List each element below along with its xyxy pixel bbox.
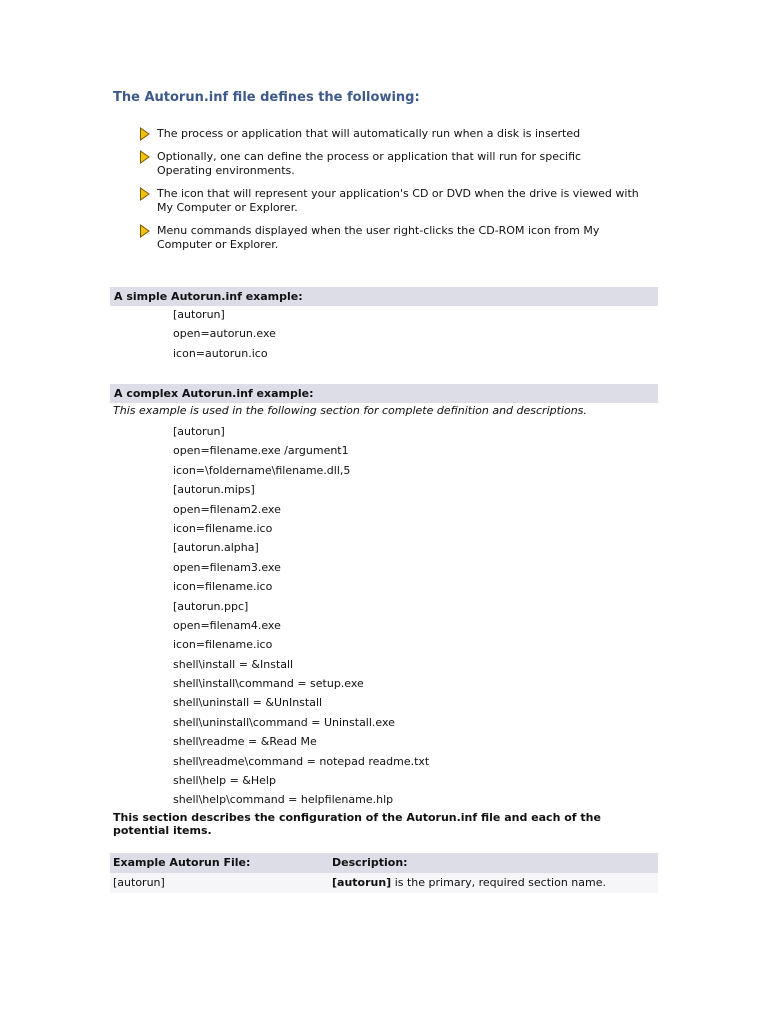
simple-example-header: A simple Autorun.inf example: bbox=[110, 287, 658, 306]
code-line: [autorun.mips] bbox=[173, 483, 255, 497]
section-description: This section describes the configuration of the Autorun.inf file and each of the potential items. bbox=[113, 811, 601, 837]
triangle-bullet-icon bbox=[139, 224, 150, 238]
code-line: icon=filename.ico bbox=[173, 638, 273, 652]
code-line: open=filename.exe /argument1 bbox=[173, 444, 349, 458]
code-line: open=filenam2.exe bbox=[173, 502, 281, 516]
cell-description bbox=[329, 873, 658, 893]
triangle-bullet-icon bbox=[139, 150, 150, 164]
complex-example-note: This example is used in the following section for complete definition and descriptions. bbox=[113, 404, 587, 417]
page-heading: The Autorun.inf file defines the following: bbox=[113, 90, 420, 105]
code-line: [autorun] bbox=[173, 425, 225, 438]
code-line: open=filenam4.exe bbox=[173, 618, 281, 632]
triangle-bullet-icon bbox=[139, 127, 150, 141]
column-header-example: Example Autorun File: bbox=[113, 856, 251, 869]
simple-example-code bbox=[173, 305, 276, 363]
list-item bbox=[139, 150, 639, 178]
code-line: icon=autorun.ico bbox=[173, 346, 268, 360]
list-item-text: The process or application that will automatically run when a disk is inserted bbox=[157, 127, 581, 140]
code-line: [autorun.alpha] bbox=[173, 541, 259, 555]
list-item bbox=[139, 187, 639, 215]
list-item bbox=[139, 224, 639, 252]
code-line: shell\uninstall = &UnInstall bbox=[173, 696, 323, 710]
autorun-table bbox=[110, 853, 658, 893]
list-item bbox=[139, 127, 639, 141]
code-line: shell\readme\command = notepad readme.txt bbox=[173, 754, 430, 768]
cell-example: [autorun] bbox=[113, 876, 165, 889]
code-line: open=autorun.exe bbox=[173, 327, 276, 341]
list-item-text: Menu commands displayed when the user right-clicks the CD-ROM icon from My Computer or Explorer. bbox=[157, 224, 600, 251]
code-line: shell\help = &Help bbox=[173, 774, 276, 788]
code-line: icon=filename.ico bbox=[173, 580, 273, 594]
code-line: shell\readme = &Read Me bbox=[173, 735, 317, 749]
code-line: icon=\foldername\filename.dll,5 bbox=[173, 463, 351, 477]
code-line: [autorun] bbox=[173, 308, 225, 321]
table-header bbox=[110, 853, 658, 873]
code-line: shell\install\command = setup.exe bbox=[173, 677, 364, 691]
feature-list bbox=[139, 127, 639, 261]
column-header-description: Description: bbox=[332, 856, 408, 869]
code-line: shell\uninstall\command = Uninstall.exe bbox=[173, 715, 395, 729]
description-keyword: [autorun] bbox=[332, 876, 392, 889]
code-line: shell\help\command = helpfilename.hlp bbox=[173, 793, 394, 807]
table-row bbox=[110, 873, 658, 893]
triangle-bullet-icon bbox=[139, 187, 150, 201]
complex-example-header: A complex Autorun.inf example: bbox=[110, 384, 658, 403]
code-line: [autorun.ppc] bbox=[173, 599, 249, 613]
complex-example-code bbox=[173, 422, 429, 810]
code-line: icon=filename.ico bbox=[173, 521, 273, 535]
code-line: open=filenam3.exe bbox=[173, 560, 281, 574]
list-item-text: The icon that will represent your application's CD or DVD when the drive is viewed with My Computer or Explorer. bbox=[157, 187, 639, 214]
description-text: is the primary, required section name. bbox=[391, 876, 606, 889]
list-item-text: Optionally, one can define the process or application that will run for specific Operating environments. bbox=[157, 150, 582, 177]
code-line: shell\install = &Install bbox=[173, 657, 294, 671]
